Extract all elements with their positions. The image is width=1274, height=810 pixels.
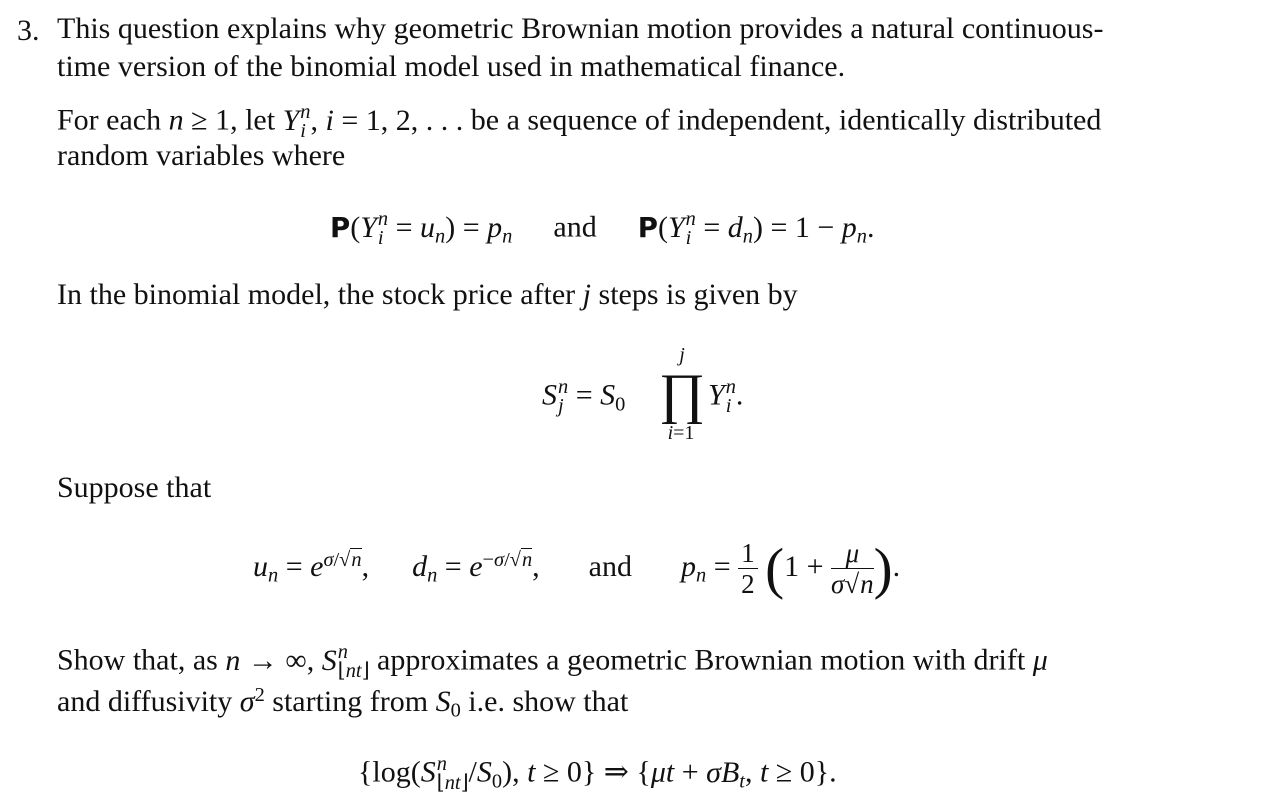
eq1-right: P(Y n i = $d_n) = 1 - p_n$. <box>637 208 875 250</box>
equation-parameters <box>253 537 901 601</box>
product-symbol: ∏ <box>658 363 706 425</box>
question-number: 3. <box>17 14 40 47</box>
p1-math-y: Y n i , i = 1, 2, . . . <box>282 101 464 143</box>
equation-convergence: {log(S n ⌊nt⌋ $/S_0$), t ≥ 0} ⇒ {$\mu t + \sigma B_t$, t ≥ 0}. <box>358 753 837 795</box>
intro-line-1: This question explains why geometric Brownian motion provides a natural continuous- <box>57 12 1104 45</box>
paragraph-4-line-1 <box>57 643 1048 682</box>
eq3-dn: $d_n = e^{-\sigma/√n}$, <box>412 549 540 587</box>
p1-math-n-geq-1: n ≥ 1 <box>168 103 231 137</box>
eq3-un: $u_n = e^{\sigma/√n}$, <box>253 549 370 587</box>
eq1-and: and <box>553 210 597 244</box>
p2-text-after: steps is given by <box>598 278 798 311</box>
eq1-left: P(Y n i = $u_n) = p_n$ <box>330 208 513 250</box>
paragraph-3: Suppose that <box>57 471 212 504</box>
p2-text-before: In the binomial model, the stock price after <box>57 278 576 311</box>
p1-for-each: For each <box>57 103 162 137</box>
p4-and-diffusivity: and diffusivity <box>57 684 233 718</box>
fraction-one-half: $\frac{1}{2}$ <box>738 540 758 598</box>
p2-var-j: j <box>582 278 592 311</box>
paragraph-1-line-2: random variables where <box>57 139 346 172</box>
p4-ie-show: i.e. show that <box>468 684 629 718</box>
paragraph-1-line-1 <box>57 103 1101 142</box>
product-lower-limit: i=1 <box>667 422 695 444</box>
p1-rest: be a sequence of independent, identically distributed <box>470 103 1102 137</box>
p4-show-that: Show that, as <box>57 643 218 677</box>
equation-probabilities <box>330 210 874 249</box>
p4-approximates: approximates a geometric Brownian motion with drift <box>377 643 1026 677</box>
product-upper-limit: j <box>679 344 685 366</box>
eq3-pn: $p_n$ = $\frac{1}{2}$ (1 + $\frac{\mu}{\sigma√n}$ ). <box>680 537 901 601</box>
p4-math-sigma-sq: $\sigma^2$ <box>239 684 265 718</box>
p4-starting-from: starting from <box>272 684 429 718</box>
p4-math-limit: n → ∞, S n ⌊nt⌋ <box>225 641 370 683</box>
paragraph-4-line-2 <box>57 685 628 721</box>
fraction-mu-over-sigma-sqrt-n: $\frac{\mu}{\sigma√n}$ <box>831 538 874 599</box>
intro-line-2: time version of the binomial model used in mathematical finance. <box>57 50 846 83</box>
p4-math-s0: $S_0$ <box>435 684 461 722</box>
p1-let: , let <box>230 103 276 137</box>
p4-math-mu: μ <box>1032 643 1048 677</box>
eq3-and: and <box>588 549 632 583</box>
paragraph-2 <box>57 280 798 310</box>
